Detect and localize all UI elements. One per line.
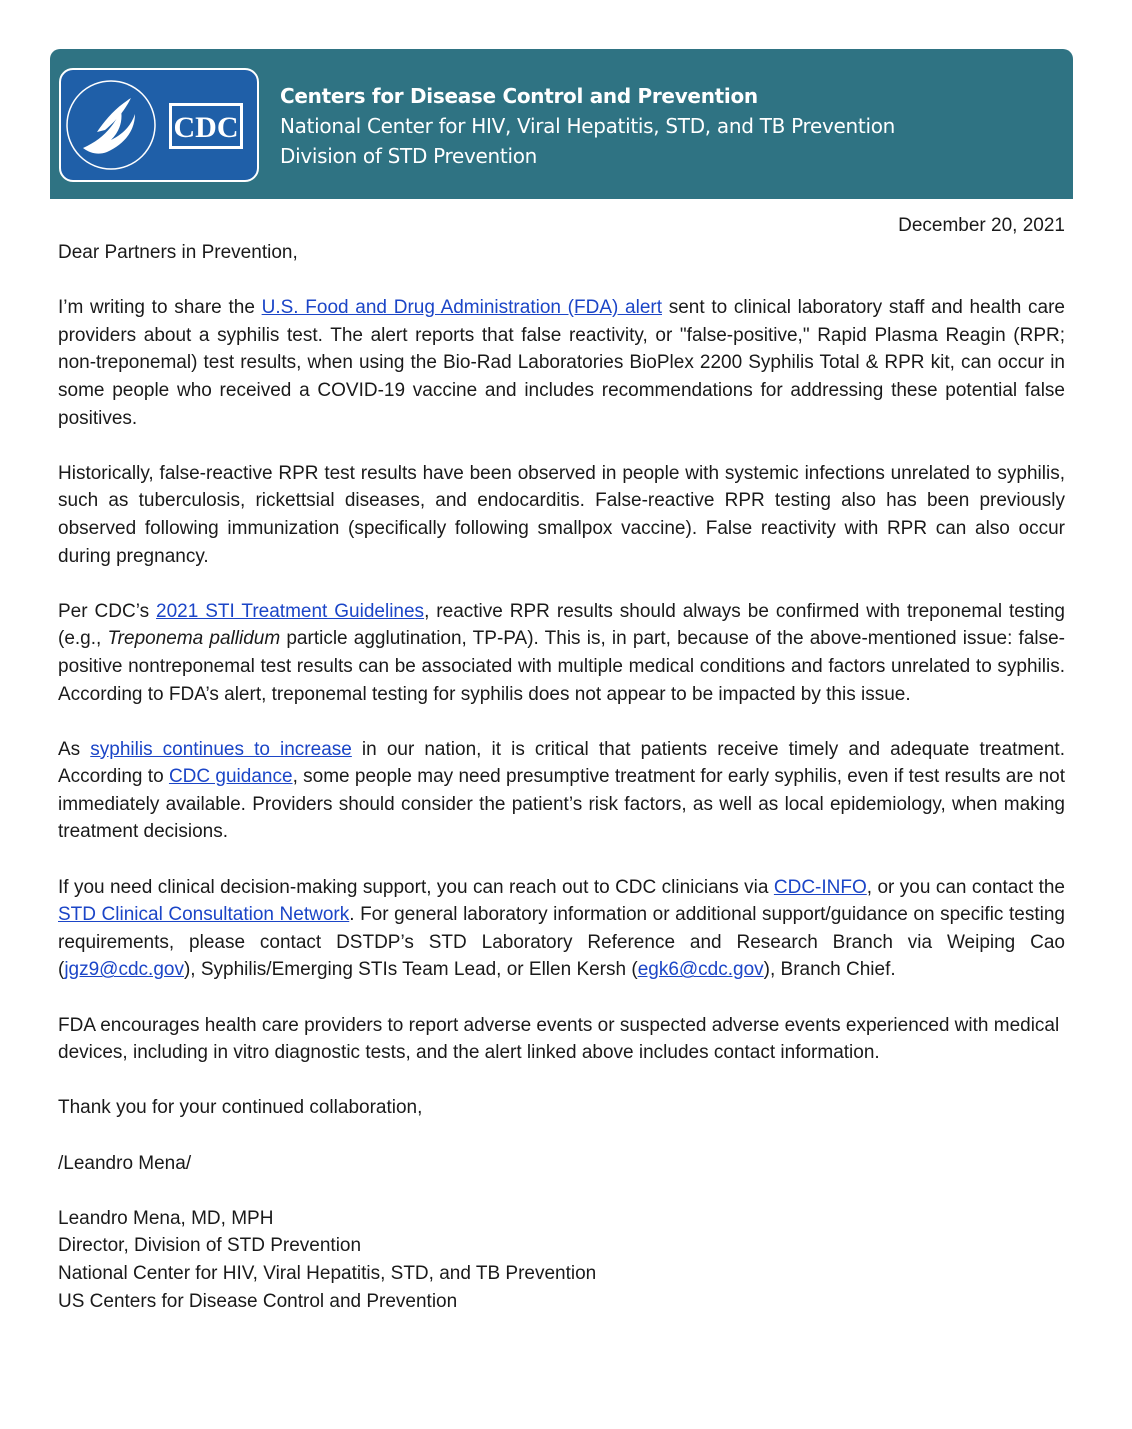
sti-guidelines-link[interactable]: 2021 STI Treatment Guidelines <box>156 600 425 622</box>
email-egk6-link[interactable]: egk6@cdc.gov <box>637 959 764 981</box>
syphilis-increase-link[interactable]: syphilis continues to increase <box>90 738 352 760</box>
cdc-logo <box>59 68 259 182</box>
header-banner <box>50 49 1073 199</box>
paragraph-fda-alert: I’m writing to share the U.S. Food and Drug Administration (FDA) alert sent to clinical laboratory staff and health care providers about a syphilis test. The alert reports that false reactivity, or "false-positive," Rapid Plasma Reagin (RPR; non-treponemal) test results, when using the Bio-Rad Laboratories BioPlex 2200 Syphilis Total & RPR kit, can occur in some people who received a COVID-19 vaccine and includes recommendations for addressing these potential false positives. <box>58 297 1065 429</box>
paragraph-treatment: As syphilis continues to increase in our nation, it is critical that patients receive timely and adequate treatment. According to CDC guidance, some people may need presumptive treatment for early syphilis, even if test results are not immediately available. Providers should consider the patient’s risk factors, as well as local epidemiology, when making treatment decisions. <box>58 738 1065 843</box>
std-consultation-link[interactable]: STD Clinical Consultation Network <box>58 904 350 926</box>
agency-name: Centers for Disease Control and Prevention <box>280 84 758 108</box>
paragraph-history: Historically, false-reactive RPR test results have been observed in people with systemic infections unrelated to syphilis, such as tuberculosis, rickettsial diseases, and endocarditis. False-reactive RPR testing also has been previously observed following immunization (specifically following smallpox vaccine). False reactivity with RPR can also occur during pregnancy. <box>58 462 1065 567</box>
fda-alert-link[interactable]: U.S. Food and Drug Administration (FDA) alert <box>261 297 662 319</box>
letter-date: December 20, 2021 <box>898 215 1065 236</box>
letter-body <box>58 239 1065 1315</box>
closing-line: Thank you for your continued collaboration, <box>58 1097 423 1119</box>
hhs-eagle-icon <box>61 70 257 180</box>
sig-title: Director, Division of STD Prevention <box>58 1235 362 1257</box>
paragraph-support: If you need clinical decision-making support, you can reach out to CDC clinicians via CDC-INFO, or you can contact the STD Clinical Consultation Network. For general laboratory information or additional support/guidance on specific testing requirements, please contact DSTDP’s STD Laboratory Reference and Research Branch via Weiping Cao (jgz9@cdc.gov), Syphilis/Emerging STIs Team Lead, or Ellen Kersh (egk6@cdc.gov), Branch Chief. <box>58 876 1065 981</box>
cdc-guidance-link[interactable]: CDC guidance <box>168 766 293 788</box>
sig-name: Leandro Mena, MD, MPH <box>58 1207 274 1229</box>
paragraph-fda-reporting: FDA encourages health care providers to report adverse events or suspected adverse events experienced with medical devices, including in vitro diagnostic tests, and the alert linked above includes contact information. <box>58 1014 1060 1064</box>
org-name-block <box>280 81 895 171</box>
salutation: Dear Partners in Prevention, <box>58 242 298 263</box>
division-name: Division of STD Prevention <box>280 144 538 168</box>
sig-center: National Center for HIV, Viral Hepatitis, STD, and TB Prevention <box>58 1262 597 1284</box>
email-jgz9-link[interactable]: jgz9@cdc.gov <box>64 959 184 981</box>
paragraph-guidelines: Per CDC’s 2021 STI Treatment Guidelines, reactive RPR results should always be confirmed with treponemal testing (e.g., Treponema pallidum particle agglutination, TP-PA). This is, in part, because of the above-mentioned issue: false-positive nontreponemal test results can be associated with multiple medical conditions and factors unrelated to syphilis. According to FDA’s alert, treponemal testing for syphilis does not appear to be impacted by this issue. <box>58 600 1065 705</box>
signature: /Leandro Mena/ <box>58 1152 192 1174</box>
cdc-info-link[interactable]: CDC-INFO <box>773 876 867 898</box>
center-name: National Center for HIV, Viral Hepatitis, STD, and TB Prevention <box>280 114 896 138</box>
cdc-logo-text: CDC <box>173 111 239 144</box>
sig-agency: US Centers for Disease Control and Prevention <box>58 1290 458 1312</box>
